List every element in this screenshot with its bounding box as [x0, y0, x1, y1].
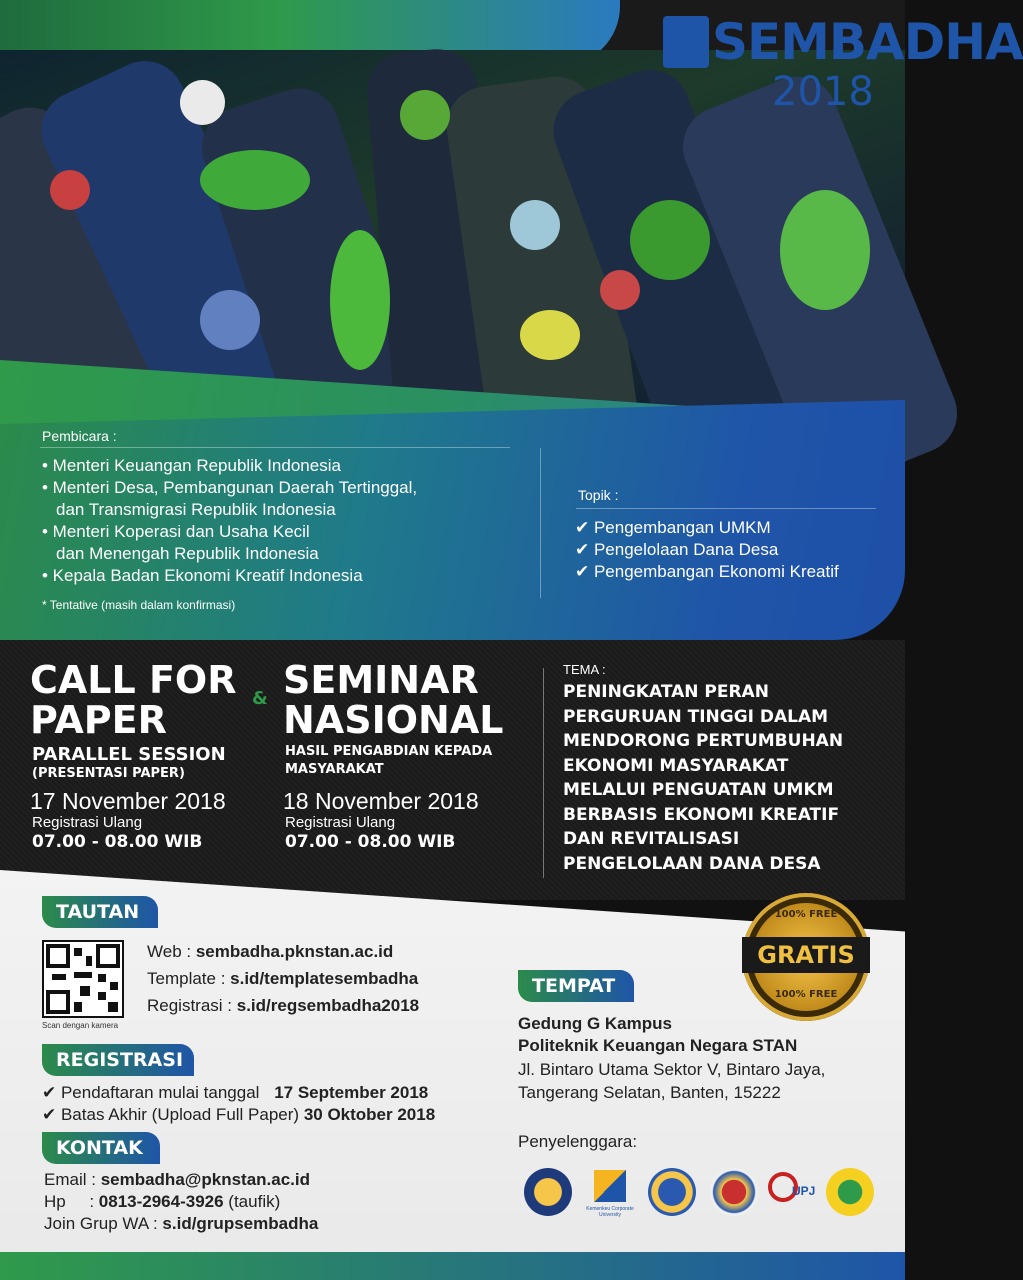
pknstan-logo-icon: [710, 1168, 758, 1216]
seminar-subtitle-2: MASYARAKAT: [285, 762, 384, 777]
cfp-date: 17 November 2018: [30, 788, 226, 814]
tema-heading: TEMA :: [563, 662, 606, 677]
bottom-bar: [0, 1252, 905, 1280]
kemenristekdikti-logo-icon: [648, 1168, 696, 1216]
registration-link[interactable]: s.id/regsembadha2018: [236, 996, 420, 1015]
registrasi-label: REGISTRASI: [42, 1044, 194, 1076]
upj-logo-icon: [768, 1172, 820, 1216]
cfp-subtitle-1: PARALLEL SESSION: [32, 744, 226, 765]
unindra-logo-icon: [826, 1168, 874, 1216]
list-item: • Kepala Badan Ekonomi Kreatif Indonesia: [42, 566, 363, 585]
upj-logo-text: UPJ: [792, 1184, 816, 1198]
phone-number[interactable]: 0813-2964-3926: [98, 1192, 224, 1211]
brand-name: SEMBADHA: [712, 13, 1023, 71]
venue-line-2: Politeknik Keuangan Negara STAN: [518, 1036, 798, 1055]
tema-line: BERBASIS EKONOMI KREATIF: [563, 804, 840, 825]
wa-row: [44, 1214, 318, 1234]
seminar-date: 18 November 2018: [283, 788, 479, 814]
tema-line: DAN REVITALISASI: [563, 829, 740, 849]
template-link[interactable]: s.id/templatesembadha: [230, 969, 419, 988]
venue-line-4: Tangerang Selatan, Banten, 15222: [518, 1083, 781, 1102]
gratis-badge: [742, 893, 870, 1021]
tema-line: PERGURUAN TINGGI DALAM: [563, 706, 829, 727]
organizers-heading: Penyelenggara:: [518, 1132, 638, 1151]
registration-label: Registrasi :: [147, 996, 237, 1015]
web-label: Web :: [147, 942, 196, 961]
seminar-title-1: SEMINAR: [283, 658, 479, 702]
badge-bottom-text: 100% FREE: [774, 989, 838, 1000]
phone-note: (taufik): [223, 1192, 281, 1211]
tema-line: PENINGKATAN PERAN: [563, 682, 769, 702]
registrasi-row-1: [42, 1083, 428, 1103]
tema-line: MELALUI PENGUATAN UMKM: [563, 780, 834, 800]
registration-row: [147, 996, 419, 1016]
qr-code-icon: [42, 940, 124, 1018]
corporate-logo-text: Kemenkeu Corporate University: [586, 1206, 634, 1218]
cfp-title-2: PAPER: [30, 698, 167, 742]
topics-list: [575, 517, 839, 583]
list-item: dan Menengah Republik Indonesia: [56, 544, 319, 563]
phone-row: [44, 1192, 280, 1212]
qr-caption: Scan dengan kamera: [42, 1021, 119, 1030]
tema-divider: [543, 668, 544, 878]
list-item: • Menteri Desa, Pembangunan Daerah Tertinggal,: [42, 478, 418, 497]
tempat-label: TEMPAT: [518, 970, 634, 1002]
tautan-label: TAUTAN: [42, 896, 158, 928]
email-label: Email :: [44, 1170, 101, 1189]
seminar-title-2: NASIONAL: [283, 698, 504, 742]
list-item: ✔ Pengembangan Ekonomi Kreatif: [575, 562, 839, 581]
divider: [40, 447, 510, 448]
venue-line-1: Gedung G Kampus: [518, 1014, 672, 1033]
list-item: dan Transmigrasi Republik Indonesia: [56, 500, 336, 519]
sembadha-emblem-icon: [663, 16, 709, 68]
kemenkeu-logo-icon: [524, 1168, 572, 1216]
badge-main-text: GRATIS: [742, 937, 870, 973]
list-item: ✔ Pengelolaan Dana Desa: [575, 540, 779, 559]
cfp-reg-time: 07.00 - 08.00 WIB: [32, 832, 203, 852]
venue-line-3: Jl. Bintaro Utama Sektor V, Bintaro Jaya,: [518, 1060, 826, 1079]
template-row: [147, 969, 418, 989]
list-item: • Menteri Keuangan Republik Indonesia: [42, 456, 341, 475]
topics-heading: Topik :: [578, 487, 619, 503]
web-link[interactable]: sembadha.pknstan.ac.id: [195, 942, 394, 961]
brand-year: 2018: [772, 69, 874, 115]
registrasi-row-2: [42, 1105, 435, 1125]
badge-top-text: 100% FREE: [774, 909, 838, 920]
kemenkeu-corporate-university-logo-icon: [586, 1168, 634, 1220]
registrasi-row-2-value: 30 Oktober 2018: [303, 1105, 436, 1124]
wa-label: Join Grup WA :: [44, 1214, 163, 1233]
seminar-reg-label: Registrasi Ulang: [285, 814, 396, 831]
organizer-logos: [524, 1168, 894, 1220]
web-row: [147, 942, 393, 962]
tema-line: EKONOMI MASYARAKAT: [563, 755, 789, 776]
panel-divider: [540, 448, 541, 598]
seminar-reg-time: 07.00 - 08.00 WIB: [285, 832, 456, 852]
list-item: • Menteri Koperasi dan Usaha Kecil: [42, 522, 310, 541]
email-row: [44, 1170, 310, 1190]
cfp-title-1: CALL FOR: [30, 658, 237, 702]
registrasi-row-1-label: ✔ Pendaftaran mulai tanggal: [42, 1083, 260, 1102]
registrasi-row-2-label: ✔ Batas Akhir (Upload Full Paper): [42, 1105, 300, 1124]
wa-link[interactable]: s.id/grupsembadha: [162, 1214, 319, 1233]
kontak-label: KONTAK: [42, 1132, 160, 1164]
cfp-subtitle-2: (PRESENTASI PAPER): [32, 766, 185, 781]
tema-text: [563, 680, 843, 876]
template-label: Template :: [147, 969, 231, 988]
seminar-subtitle-1: HASIL PENGABDIAN KEPADA: [285, 744, 493, 759]
ampersand: &: [252, 688, 268, 709]
email-link[interactable]: sembadha@pknstan.ac.id: [100, 1170, 310, 1189]
speakers-list: [42, 455, 522, 587]
tentative-note: * Tentative (masih dalam konfirmasi): [42, 598, 236, 612]
tema-line: MENDORONG PERTUMBUHAN: [563, 731, 844, 751]
registrasi-row-1-value: 17 September 2018: [274, 1083, 429, 1102]
speakers-heading: Pembicara :: [42, 428, 117, 444]
tema-line: PENGELOLAAN DANA DESA: [563, 853, 821, 874]
list-item: ✔ Pengembangan UMKM: [575, 518, 771, 537]
phone-label: Hp :: [44, 1192, 99, 1211]
divider: [576, 508, 876, 509]
cfp-reg-label: Registrasi Ulang: [32, 814, 143, 831]
